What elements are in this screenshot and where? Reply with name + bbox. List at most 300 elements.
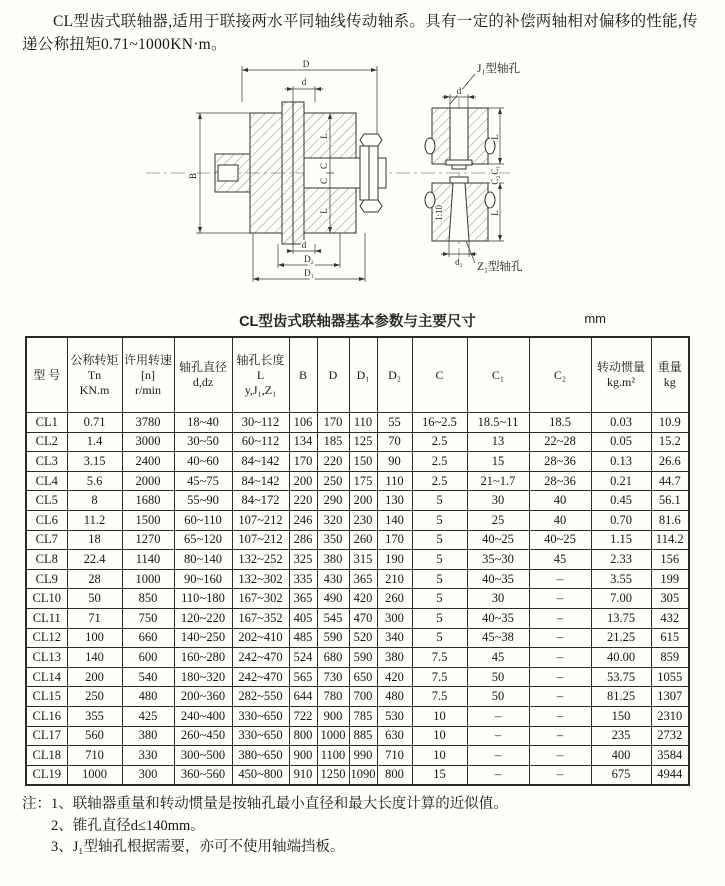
table-cell: – xyxy=(529,765,591,785)
table-cell: 10 xyxy=(412,726,467,746)
table-cell: 18.5~11 xyxy=(467,413,529,433)
table-cell: 1307 xyxy=(651,687,689,707)
dim-label-D1: D₁ xyxy=(304,268,314,278)
column-header-6: D xyxy=(317,337,349,413)
table-row xyxy=(26,530,689,550)
column-header-8: D₂ xyxy=(377,337,412,413)
table-cell: 28 xyxy=(67,569,122,589)
table-cell: 45~75 xyxy=(174,471,232,491)
column-header-13: 重量 kg xyxy=(651,337,689,413)
table-row xyxy=(26,765,689,785)
table-cell: 22.4 xyxy=(67,550,122,570)
notes-prefix: 注： xyxy=(22,796,51,813)
j1-side-bolt-left xyxy=(425,138,435,154)
dim-label-B: B xyxy=(188,172,198,180)
j1-end-plate xyxy=(446,160,472,165)
table-cell: 26.6 xyxy=(651,452,689,472)
z1-hole-label: Z₁型轴孔 xyxy=(477,261,523,273)
table-cell: 170 xyxy=(317,413,349,433)
table-cell: 450~800 xyxy=(232,765,289,785)
table-row xyxy=(26,491,689,511)
table-cell: 600 xyxy=(122,648,174,668)
table-cell: 590 xyxy=(349,648,377,668)
table-cell: 480 xyxy=(122,687,174,707)
table-cell: 630 xyxy=(377,726,412,746)
column-header-10: C₁ xyxy=(467,337,529,413)
table-cell: 282~550 xyxy=(232,687,289,707)
table-cell: CL13 xyxy=(26,648,67,668)
table-cell: 530 xyxy=(377,706,412,726)
table-cell: 84~142 xyxy=(232,471,289,491)
table-cell: 2310 xyxy=(651,706,689,726)
table-cell: 18.5 xyxy=(529,413,591,433)
j1-leader xyxy=(450,74,475,104)
table-cell: 565 xyxy=(289,667,317,687)
table-row xyxy=(26,667,689,687)
column-header-7: D₁ xyxy=(349,337,377,413)
table-cell: – xyxy=(529,648,591,668)
table-cell: 150 xyxy=(349,452,377,472)
table-cell: 10 xyxy=(412,706,467,726)
table-cell: 40.00 xyxy=(591,648,651,668)
table-cell: 470 xyxy=(349,608,377,628)
table-cell: 107~212 xyxy=(232,530,289,550)
drawing-area xyxy=(0,58,725,302)
table-cell: 335 xyxy=(289,569,317,589)
table-cell: 210 xyxy=(377,569,412,589)
table-cell: 3000 xyxy=(122,432,174,452)
table-cell: 185 xyxy=(317,432,349,452)
table-cell: 107~212 xyxy=(232,510,289,530)
table-cell: 80~140 xyxy=(174,550,232,570)
table-cell: CL11 xyxy=(26,608,67,628)
table-cell: CL14 xyxy=(26,667,67,687)
table-cell: 722 xyxy=(289,706,317,726)
table-cell: 7.5 xyxy=(412,687,467,707)
table-cell: 1055 xyxy=(651,667,689,687)
table-cell: 330~650 xyxy=(232,706,289,726)
table-cell: 859 xyxy=(651,648,689,668)
table-cell: 365 xyxy=(349,569,377,589)
note-item-2: 2、锥孔直径d≤140mm。 xyxy=(51,817,205,834)
table-cell: 2.33 xyxy=(591,550,651,570)
table-cell: CL3 xyxy=(26,452,67,472)
table-cell: 710 xyxy=(67,746,122,766)
column-header-2: 许用转速 [n] r/min xyxy=(122,337,174,413)
taper-label: 1:10 xyxy=(434,204,444,222)
table-cell: 260~450 xyxy=(174,726,232,746)
table-cell: 432 xyxy=(651,608,689,628)
dim-label-d2: d₂ xyxy=(455,257,463,267)
table-cell: 1000 xyxy=(122,569,174,589)
table-cell: 132~252 xyxy=(232,550,289,570)
table-cell: 545 xyxy=(317,608,349,628)
table-cell: 40 xyxy=(529,491,591,511)
table-cell: 130 xyxy=(377,491,412,511)
table-cell: 0.45 xyxy=(591,491,651,511)
dim-label-L1: L xyxy=(319,133,329,139)
table-cell: 365 xyxy=(289,589,317,609)
table-cell: 3584 xyxy=(651,746,689,766)
table-cell: 5 xyxy=(412,491,467,511)
table-cell: 65~120 xyxy=(174,530,232,550)
table-cell: 180~320 xyxy=(174,667,232,687)
table-cell: 150 xyxy=(591,706,651,726)
table-row xyxy=(26,706,689,726)
table-cell: 50 xyxy=(467,667,529,687)
table-cell: CL9 xyxy=(26,569,67,589)
table-cell: 5 xyxy=(412,550,467,570)
column-header-9: C xyxy=(412,337,467,413)
table-cell: – xyxy=(529,706,591,726)
table-cell: 170 xyxy=(377,530,412,550)
table-cell: 300~500 xyxy=(174,746,232,766)
table-cell: 199 xyxy=(651,569,689,589)
table-cell: 5 xyxy=(412,569,467,589)
table-cell: 90 xyxy=(377,452,412,472)
table-row xyxy=(26,628,689,648)
table-cell: 44.7 xyxy=(651,471,689,491)
table-row xyxy=(26,648,689,668)
j1-bore xyxy=(450,108,468,160)
table-cell: 55 xyxy=(377,413,412,433)
table-cell: 480 xyxy=(377,687,412,707)
table-cell: 320 xyxy=(317,510,349,530)
table-cell: 800 xyxy=(377,765,412,785)
table-cell: 242~470 xyxy=(232,648,289,668)
j1-hole-label: J₁型轴孔 xyxy=(477,63,520,75)
table-cell: 0.13 xyxy=(591,452,651,472)
table-cell: CL19 xyxy=(26,765,67,785)
table-cell: 380~650 xyxy=(232,746,289,766)
dim-label-D: D xyxy=(302,59,310,69)
table-cell: 25 xyxy=(467,510,529,530)
table-cell: 750 xyxy=(122,608,174,628)
table-cell: 53.75 xyxy=(591,667,651,687)
table-cell: – xyxy=(529,746,591,766)
end-flange-a xyxy=(360,146,369,200)
table-cell: 7.00 xyxy=(591,589,651,609)
table-cell: 106 xyxy=(289,413,317,433)
table-cell: 330~650 xyxy=(232,726,289,746)
table-cell: 200 xyxy=(349,491,377,511)
table-cell: 30~50 xyxy=(174,432,232,452)
table-cell: 125 xyxy=(349,432,377,452)
table-cell: 220 xyxy=(289,491,317,511)
table-cell: 1.15 xyxy=(591,530,651,550)
table-cell: 2400 xyxy=(122,452,174,472)
table-cell: 160~280 xyxy=(174,648,232,668)
table-cell: 45 xyxy=(529,550,591,570)
column-header-3: 轴孔直径 d,dz xyxy=(174,337,232,413)
table-cell: – xyxy=(529,667,591,687)
table-cell: CL12 xyxy=(26,628,67,648)
table-cell: 110 xyxy=(377,471,412,491)
table-cell: 40~25 xyxy=(467,530,529,550)
table-cell: 615 xyxy=(651,628,689,648)
table-cell: 7.5 xyxy=(412,648,467,668)
intro-paragraph: CL型齿式联轴器,适用于联接两水平同轴线传动轴系。具有一定的补偿两轴相对偏移的性能,传递公称扭矩0.71~1000KN·m。 xyxy=(22,13,698,53)
table-cell: 60~112 xyxy=(232,432,289,452)
notes xyxy=(22,794,725,859)
table-cell: 300 xyxy=(122,765,174,785)
table-cell: 30 xyxy=(467,589,529,609)
table-cell: 330 xyxy=(122,746,174,766)
table-cell: 170 xyxy=(289,452,317,472)
table-cell: 28~36 xyxy=(529,452,591,472)
dim-label-C-top: C xyxy=(319,162,329,170)
table-cell: 250 xyxy=(317,471,349,491)
table-cell: 21.25 xyxy=(591,628,651,648)
table-cell: 110~180 xyxy=(174,589,232,609)
table-cell: – xyxy=(467,746,529,766)
table-cell: 40~60 xyxy=(174,452,232,472)
table-cell: CL10 xyxy=(26,589,67,609)
table-cell: 45~38 xyxy=(467,628,529,648)
table-cell: 405 xyxy=(289,608,317,628)
table-cell: 5 xyxy=(412,589,467,609)
dim-label-d-top: d xyxy=(301,77,307,87)
table-cell: CL6 xyxy=(26,510,67,530)
table-cell: 900 xyxy=(317,706,349,726)
table-cell: 13 xyxy=(467,432,529,452)
table-cell: 5 xyxy=(412,510,467,530)
column-header-5: B xyxy=(289,337,317,413)
table-row xyxy=(26,726,689,746)
table-cell: 16~2.5 xyxy=(412,413,467,433)
table-cell: 400 xyxy=(591,746,651,766)
table-unit: mm xyxy=(584,311,606,326)
table-cell: 2.5 xyxy=(412,452,467,472)
table-cell: 710 xyxy=(377,746,412,766)
table-cell: 202~410 xyxy=(232,628,289,648)
table-cell: 650 xyxy=(349,667,377,687)
table-cell: 18~40 xyxy=(174,413,232,433)
header-row xyxy=(26,337,689,413)
table-cell: 1250 xyxy=(317,765,349,785)
table-cell: 40~35 xyxy=(467,569,529,589)
column-header-4: 轴孔长度 L y,J₁,Z₁ xyxy=(232,337,289,413)
table-cell: 5 xyxy=(412,608,467,628)
table-cell: 134 xyxy=(289,432,317,452)
table-cell: 10.9 xyxy=(651,413,689,433)
table-row xyxy=(26,589,689,609)
table-cell: 240~400 xyxy=(174,706,232,726)
table-cell: – xyxy=(467,726,529,746)
table-cell: 45 xyxy=(467,648,529,668)
table-cell: CL1 xyxy=(26,413,67,433)
table-cell: 50 xyxy=(67,589,122,609)
table-cell: 21~1.7 xyxy=(467,471,529,491)
table-cell: 2.5 xyxy=(412,471,467,491)
table-cell: 360~560 xyxy=(174,765,232,785)
table-cell: 132~302 xyxy=(232,569,289,589)
table-cell: 0.03 xyxy=(591,413,651,433)
table-cell: 35~30 xyxy=(467,550,529,570)
table-cell: 1.4 xyxy=(67,432,122,452)
table-cell: CL8 xyxy=(26,550,67,570)
column-header-12: 转动惯量 kg.m² xyxy=(591,337,651,413)
table-cell: 524 xyxy=(289,648,317,668)
note-item-3: 3、J₁型轴孔根据需要，亦可不使用轴端挡板。 xyxy=(51,839,345,856)
table-cell: CL7 xyxy=(26,530,67,550)
table-row xyxy=(26,432,689,452)
table-title-bar xyxy=(25,310,690,330)
table-cell: 380 xyxy=(377,648,412,668)
table-cell: 850 xyxy=(122,589,174,609)
table-cell: 250 xyxy=(67,687,122,707)
table-cell: 167~302 xyxy=(232,589,289,609)
table-cell: 900 xyxy=(289,746,317,766)
table-cell: 8 xyxy=(67,491,122,511)
table-cell: 0.70 xyxy=(591,510,651,530)
note-item-1: 1、联轴器重量和转动惯量是按轴孔最小直径和最大长度计算的近似值。 xyxy=(51,796,508,813)
table-cell: 18 xyxy=(67,530,122,550)
dim-label-C-bottom: C xyxy=(319,177,329,185)
table-cell: 220 xyxy=(317,452,349,472)
table-cell: 40~35 xyxy=(467,608,529,628)
table-cell: 700 xyxy=(349,687,377,707)
table-cell: 30~112 xyxy=(232,413,289,433)
table-cell: 140 xyxy=(67,648,122,668)
table-cell: 120~220 xyxy=(174,608,232,628)
table-cell: 3.15 xyxy=(67,452,122,472)
table-cell: 50 xyxy=(467,687,529,707)
dim-label-L2: L xyxy=(319,208,329,214)
table-cell: 730 xyxy=(317,667,349,687)
table-cell: – xyxy=(529,726,591,746)
table-cell: 315 xyxy=(349,550,377,570)
column-header-1: 公称转矩 Tn KN.m xyxy=(67,337,122,413)
table-cell: 5 xyxy=(412,628,467,648)
table-cell: 355 xyxy=(67,706,122,726)
table-cell: 1090 xyxy=(349,765,377,785)
table-cell: 1100 xyxy=(317,746,349,766)
table-cell: 15 xyxy=(467,452,529,472)
table-cell: 81.25 xyxy=(591,687,651,707)
table-cell: 425 xyxy=(122,706,174,726)
table-cell: 5.6 xyxy=(67,471,122,491)
table-cell: 1000 xyxy=(317,726,349,746)
table-cell: 290 xyxy=(317,491,349,511)
table-cell: 260 xyxy=(377,589,412,609)
table-cell: 1140 xyxy=(122,550,174,570)
table-cell: 56.1 xyxy=(651,491,689,511)
table-row xyxy=(26,550,689,570)
table-cell: 0.21 xyxy=(591,471,651,491)
table-cell: 0.05 xyxy=(591,432,651,452)
table-row xyxy=(26,510,689,530)
z1-spigot xyxy=(450,177,468,183)
dim-label-D2: D₂ xyxy=(304,254,314,264)
table-title: CL型齿式联轴器基本参数与主要尺寸 xyxy=(239,314,476,330)
table-cell: 15 xyxy=(412,765,467,785)
params-table xyxy=(25,336,690,786)
table-cell: 420 xyxy=(349,589,377,609)
end-flange-b xyxy=(369,146,378,200)
table-cell: 2732 xyxy=(651,726,689,746)
dim-label-L-z1: L xyxy=(490,210,500,216)
table-cell: 110 xyxy=(349,413,377,433)
left-shaft-end xyxy=(218,165,238,181)
j1-spigot xyxy=(452,165,466,169)
table-cell: 235 xyxy=(591,726,651,746)
table-cell: 910 xyxy=(289,765,317,785)
column-header-0: 型 号 xyxy=(26,337,67,413)
table-cell: 4944 xyxy=(651,765,689,785)
dim-label-C2: C₂ xyxy=(490,175,500,185)
table-cell: 3780 xyxy=(122,413,174,433)
table-cell: 90~160 xyxy=(174,569,232,589)
table-cell: 22~28 xyxy=(529,432,591,452)
table-cell: – xyxy=(529,687,591,707)
table-cell: 81.6 xyxy=(651,510,689,530)
dim-label-d-right: d xyxy=(456,86,462,96)
document-page xyxy=(0,10,725,886)
table-cell: 60~110 xyxy=(174,510,232,530)
z1-leader xyxy=(466,241,475,263)
table-cell: 380 xyxy=(122,726,174,746)
table-row xyxy=(26,687,689,707)
table-cell: CL15 xyxy=(26,687,67,707)
table-row xyxy=(26,452,689,472)
table-row xyxy=(26,608,689,628)
table-cell: 40 xyxy=(529,510,591,530)
table-cell: 560 xyxy=(67,726,122,746)
table-cell: 13.75 xyxy=(591,608,651,628)
flange-plate-left xyxy=(282,102,293,244)
table-cell: – xyxy=(529,569,591,589)
dim-label-d-bottom: d xyxy=(301,240,307,250)
table-cell: 167~352 xyxy=(232,608,289,628)
table-cell: 675 xyxy=(591,765,651,785)
table-cell: 540 xyxy=(122,667,174,687)
dim-label-L-j1: L xyxy=(490,134,500,140)
table-row xyxy=(26,569,689,589)
table-cell: – xyxy=(467,765,529,785)
table-cell: 10 xyxy=(412,746,467,766)
table-cell: 660 xyxy=(122,628,174,648)
table-cell: CL4 xyxy=(26,471,67,491)
table-cell: – xyxy=(529,589,591,609)
table-cell: 1500 xyxy=(122,510,174,530)
table-cell: 885 xyxy=(349,726,377,746)
table-cell: 300 xyxy=(377,608,412,628)
table-cell: 490 xyxy=(317,589,349,609)
table-cell: 350 xyxy=(317,530,349,550)
table-cell: 140~250 xyxy=(174,628,232,648)
table-cell: 140 xyxy=(377,510,412,530)
table-cell: 420 xyxy=(377,667,412,687)
table-cell: 644 xyxy=(289,687,317,707)
table-cell: 246 xyxy=(289,510,317,530)
z1-taper-bore xyxy=(449,183,469,241)
table-cell: 2000 xyxy=(122,471,174,491)
table-row xyxy=(26,746,689,766)
table-cell: 340 xyxy=(377,628,412,648)
table-cell: 7.5 xyxy=(412,667,467,687)
left-half-body xyxy=(250,113,282,233)
dim-label-C1: C₁ xyxy=(490,165,500,175)
table-cell: 11.2 xyxy=(67,510,122,530)
table-cell: 305 xyxy=(651,589,689,609)
table-cell: 200 xyxy=(67,667,122,687)
table-cell: CL2 xyxy=(26,432,67,452)
table-cell: 40~25 xyxy=(529,530,591,550)
table-cell: 5 xyxy=(412,530,467,550)
technical-drawing xyxy=(142,58,717,302)
table-cell: 785 xyxy=(349,706,377,726)
